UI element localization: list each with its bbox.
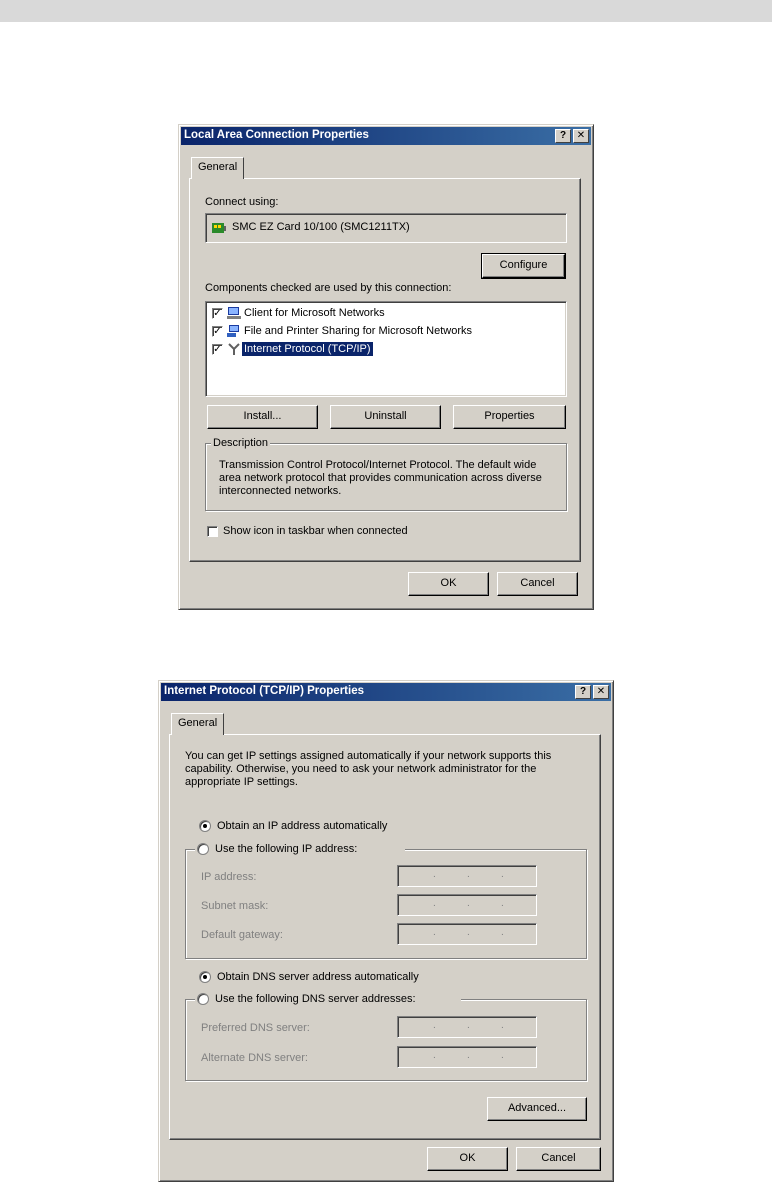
- tcpip-properties-dialog: [158, 680, 614, 1182]
- show-icon-checkbox[interactable]: [207, 526, 218, 537]
- component-checkbox[interactable]: ✓: [213, 308, 222, 319]
- ip-address-label: IP address:: [201, 871, 257, 883]
- static-dns-group: [185, 999, 587, 1081]
- dialog-title: Local Area Connection Properties: [184, 129, 369, 141]
- use-following-ip-label: Use the following IP address:: [215, 843, 358, 855]
- intro-text: You can get IP settings assigned automatically if your network supports this capability. Otherwise, you need to ask your network administrator for the appropriate IP settings.: [185, 750, 552, 788]
- component-checkbox[interactable]: ✓: [213, 344, 222, 355]
- use-following-dns-radio[interactable]: [197, 993, 209, 1005]
- dialog-title: Internet Protocol (TCP/IP) Properties: [164, 685, 364, 697]
- protocol-icon: [227, 343, 241, 355]
- description-legend: Description: [213, 437, 269, 449]
- obtain-dns-auto-radio[interactable]: [199, 971, 211, 983]
- close-button[interactable]: ✕: [593, 685, 609, 699]
- default-gateway-label: Default gateway:: [201, 929, 283, 941]
- components-list[interactable]: [205, 301, 567, 397]
- subnet-mask-input[interactable]: . . .: [397, 894, 537, 916]
- component-label: File and Printer Sharing for Microsoft Networks: [244, 325, 473, 337]
- component-label-selected: Internet Protocol (TCP/IP): [244, 343, 371, 355]
- adapter-box: [205, 213, 567, 243]
- file-printer-sharing-icon: [227, 325, 241, 337]
- show-icon-label: Show icon in taskbar when connected: [223, 525, 408, 537]
- component-label: Client for Microsoft Networks: [244, 307, 385, 319]
- obtain-dns-auto-label: Obtain DNS server address automatically: [217, 971, 419, 983]
- ip-address-input[interactable]: . . .: [397, 865, 537, 887]
- local-area-connection-dialog: [178, 124, 594, 610]
- uninstall-button[interactable]: Uninstall: [330, 405, 441, 429]
- alternate-dns-input[interactable]: . . .: [397, 1046, 537, 1068]
- component-checkbox[interactable]: ✓: [213, 326, 222, 337]
- install-button[interactable]: Install...: [207, 405, 318, 429]
- network-client-icon: [227, 307, 241, 319]
- close-button[interactable]: ✕: [573, 129, 589, 143]
- tab-general[interactable]: General: [191, 157, 244, 179]
- list-item[interactable]: [210, 306, 550, 322]
- list-item[interactable]: [210, 342, 550, 358]
- cancel-button[interactable]: Cancel: [497, 572, 578, 596]
- connect-using-label: Connect using:: [205, 196, 279, 208]
- top-bar: [0, 0, 772, 22]
- preferred-dns-label: Preferred DNS server:: [201, 1022, 310, 1034]
- cancel-button[interactable]: Cancel: [516, 1147, 601, 1171]
- title-bar[interactable]: [161, 683, 611, 701]
- static-dns-legend: [195, 991, 461, 1007]
- ok-button[interactable]: OK: [427, 1147, 508, 1171]
- ok-button[interactable]: OK: [408, 572, 489, 596]
- subnet-mask-label: Subnet mask:: [201, 900, 269, 912]
- tab-general[interactable]: General: [171, 713, 224, 735]
- network-card-icon: [212, 222, 226, 234]
- advanced-button[interactable]: Advanced...: [487, 1097, 587, 1121]
- title-bar[interactable]: [181, 127, 591, 145]
- use-following-dns-label: Use the following DNS server addresses:: [215, 993, 416, 1005]
- static-ip-legend: [195, 841, 405, 857]
- adapter-name: SMC EZ Card 10/100 (SMC1211TX): [232, 221, 410, 233]
- default-gateway-input[interactable]: . . .: [397, 923, 537, 945]
- properties-button[interactable]: Properties: [453, 405, 566, 429]
- preferred-dns-input[interactable]: . . .: [397, 1016, 537, 1038]
- obtain-ip-auto-label: Obtain an IP address automatically: [217, 820, 388, 832]
- help-button[interactable]: ?: [555, 129, 571, 143]
- alternate-dns-label: Alternate DNS server:: [201, 1052, 308, 1064]
- obtain-ip-auto-radio[interactable]: [199, 820, 211, 832]
- description-text: Transmission Control Protocol/Internet Protocol. The default wide area network protocol that provides communication across diverse interconnected networks.: [219, 459, 542, 497]
- help-button[interactable]: ?: [575, 685, 591, 699]
- configure-button[interactable]: Configure: [482, 254, 565, 278]
- use-following-ip-radio[interactable]: [197, 843, 209, 855]
- components-label: Components checked are used by this connection:: [205, 282, 452, 294]
- list-item[interactable]: [210, 324, 550, 340]
